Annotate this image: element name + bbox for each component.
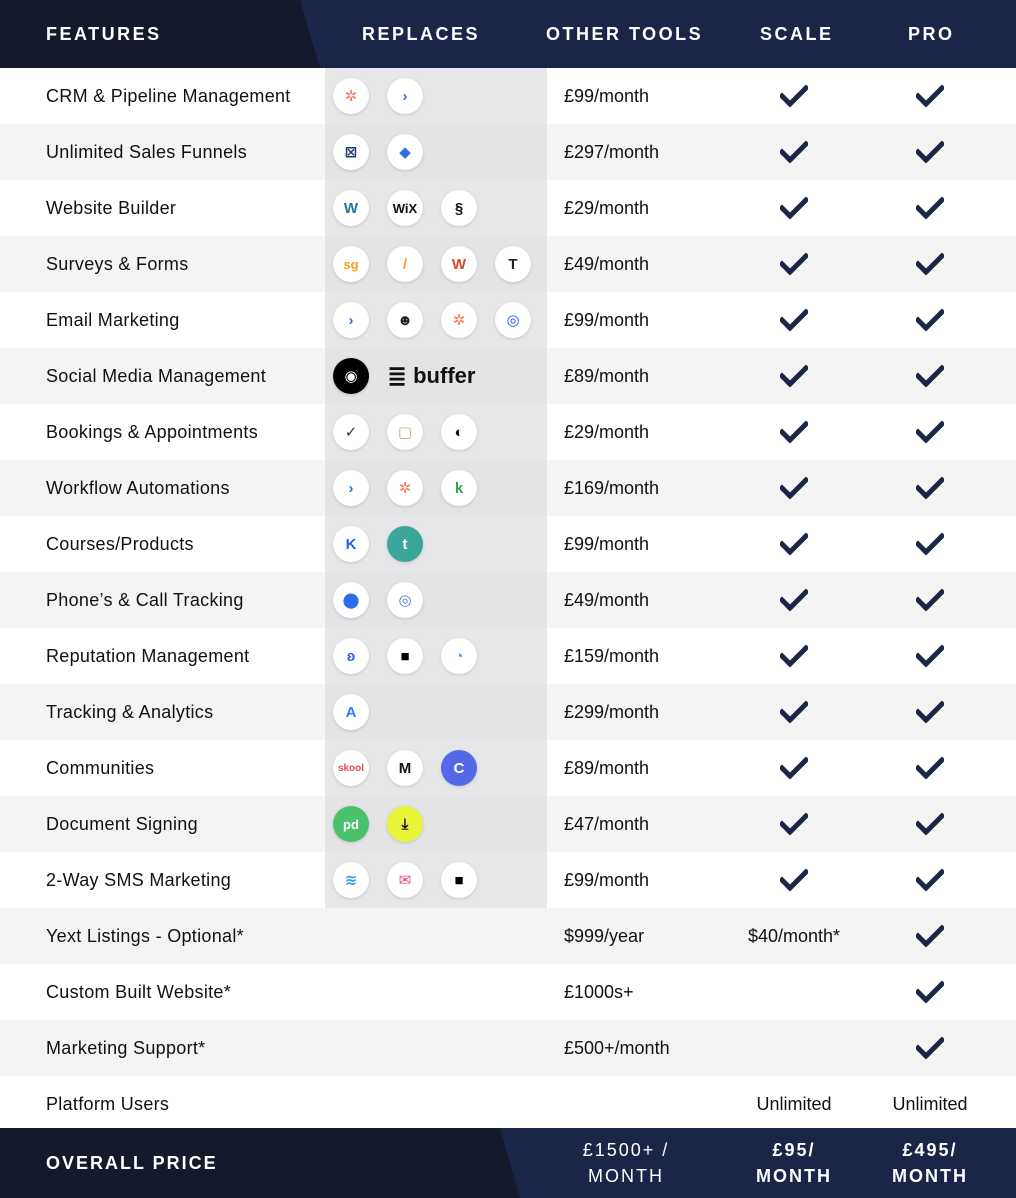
pro-cell: [862, 684, 998, 740]
other-tools-price: £99/month: [564, 85, 650, 106]
scale-cell: [724, 404, 864, 460]
scale-cell: [724, 180, 864, 236]
scale-cell: [724, 1020, 864, 1076]
checkmark-icon: [780, 757, 808, 779]
checkmark-icon: [916, 365, 944, 387]
table-row: [0, 460, 1016, 516]
checkmark-icon: [916, 981, 944, 1003]
constant-contact-logo-icon: ◎: [495, 302, 531, 338]
skool-logo-icon: skool: [333, 750, 369, 786]
replaced-tools-logos: [333, 572, 423, 628]
other-tools-price: £89/month: [564, 757, 650, 778]
surveygizmo-logo-icon: sg: [333, 246, 369, 282]
scale-cell: Unlimited: [756, 1093, 832, 1114]
pro-cell: [862, 292, 998, 348]
feature-name: Bookings & Appointments: [46, 421, 259, 442]
replaced-tools-logos: [333, 404, 477, 460]
scale-cell: [724, 572, 864, 628]
typeform-logo-icon: T: [495, 246, 531, 282]
pro-cell: [862, 796, 998, 852]
features-column-header: FEATURES: [46, 23, 162, 44]
textedly-logo-icon: ✉: [387, 862, 423, 898]
table-row: [0, 1020, 1016, 1076]
feature-name: Workflow Automations: [46, 477, 230, 498]
checkmark-icon: [780, 533, 808, 555]
checkmark-icon: [916, 477, 944, 499]
checkmark-icon: [780, 365, 808, 387]
checkmark-icon: [916, 589, 944, 611]
buffer-wordmark: buffer: [413, 363, 476, 388]
scale-cell: [724, 852, 864, 908]
table-row: [0, 180, 1016, 236]
pro-price-period: MONTH: [892, 1166, 968, 1186]
replaces-column-header: REPLACES: [362, 23, 481, 44]
table-row: [0, 852, 1016, 908]
other-tools-price: £49/month: [564, 589, 650, 610]
replaced-tools-logos: [333, 180, 477, 236]
scale-cell: [724, 964, 864, 1020]
checkmark-icon: [916, 197, 944, 219]
pro-price-amount: £495/: [902, 1140, 958, 1160]
gradeus-logo-icon: ◔: [441, 638, 477, 674]
leadpages-logo-icon: ◆: [387, 134, 423, 170]
table-row: [0, 964, 1016, 1020]
replaced-tools-logos: [333, 684, 369, 740]
table-footer: [0, 1128, 1016, 1198]
pro-cell: [862, 236, 998, 292]
replaced-tools-logos: [333, 236, 531, 292]
acuity-logo-icon: ◐: [441, 414, 477, 450]
table-row: [0, 572, 1016, 628]
pro-cell: [862, 404, 998, 460]
checkmark-icon: [916, 253, 944, 275]
table-row: [0, 516, 1016, 572]
feature-name: Phone’s & Call Tracking: [46, 589, 244, 610]
replaced-tools-logos: [333, 348, 475, 404]
table-row: [0, 908, 1016, 964]
checkmark-icon: [916, 869, 944, 891]
scale-cell: [724, 348, 864, 404]
pro-cell: [862, 460, 998, 516]
pro-cell: [862, 908, 998, 964]
circle-logo-icon: C: [441, 750, 477, 786]
table-row: [0, 796, 1016, 852]
scale-price-amount: £95/: [772, 1140, 816, 1160]
hubspot-logo-icon: ✲: [387, 470, 423, 506]
table-row: [0, 236, 1016, 292]
scale-column-header: SCALE: [760, 23, 834, 44]
other-tools-price: $999/year: [564, 925, 645, 946]
pandadoc-logo-icon: pd: [333, 806, 369, 842]
scale-cell: $40/month*: [747, 925, 841, 946]
pro-total-price: [864, 1128, 996, 1198]
other-tools-price: £297/month: [564, 141, 660, 162]
overall-price-label: [46, 1128, 218, 1198]
table-row: [0, 684, 1016, 740]
podium-logo-icon: ■: [387, 638, 423, 674]
checkmark-icon: [780, 477, 808, 499]
jotform-logo-icon: /: [387, 246, 423, 282]
pro-cell: [862, 1020, 998, 1076]
feature-name: CRM & Pipeline Management: [46, 85, 291, 106]
checkmark-icon: [916, 85, 944, 107]
checkmark-icon: [780, 813, 808, 835]
pro-cell: [862, 180, 998, 236]
scale-cell: [724, 740, 864, 796]
pro-cell: [862, 572, 998, 628]
other-tools-price: £159/month: [564, 645, 660, 666]
pro-cell: [862, 516, 998, 572]
kajabi-logo-icon: K: [333, 526, 369, 562]
checkmark-icon: [780, 589, 808, 611]
pro-cell: Unlimited: [892, 1093, 968, 1114]
checkmark-icon: [780, 197, 808, 219]
other-tools-price: £99/month: [564, 869, 650, 890]
replaced-tools-logos: [333, 852, 477, 908]
table-row: [0, 404, 1016, 460]
replaced-tools-logos: [333, 516, 423, 572]
clickfunnels-logo-icon: ⊠: [333, 134, 369, 170]
wix-logo-icon: WiX: [387, 190, 423, 226]
feature-name: Custom Built Website*: [46, 981, 232, 1002]
scale-cell: [724, 124, 864, 180]
checkmark-icon: [780, 701, 808, 723]
feature-name: Reputation Management: [46, 645, 250, 666]
birdeye-logo-icon: ʚ: [333, 638, 369, 674]
pro-column-header: PRO: [908, 23, 955, 44]
feature-name: Website Builder: [46, 197, 177, 218]
other-tools-total-price: [560, 1128, 692, 1198]
feature-name: Marketing Support*: [46, 1037, 206, 1058]
checkmark-icon: [780, 309, 808, 331]
table-row: [0, 68, 1016, 124]
feature-name: Social Media Management: [46, 365, 267, 386]
other-tools-price: £47/month: [564, 813, 650, 834]
table-row: [0, 740, 1016, 796]
feature-name: Platform Users: [46, 1093, 170, 1114]
scale-cell: [724, 628, 864, 684]
mighty-networks-logo-icon: M: [387, 750, 423, 786]
scale-cell: [724, 460, 864, 516]
checkmark-icon: [916, 141, 944, 163]
replaced-tools-logos: [333, 796, 423, 852]
feature-name: Tracking & Analytics: [46, 701, 214, 722]
checkmark-icon: [780, 421, 808, 443]
scale-total-price: [728, 1128, 860, 1198]
other-tools-price: £169/month: [564, 477, 660, 498]
overall-price-label-text: OVERALL PRICE: [46, 1153, 218, 1173]
buffer-logo-icon: ≣ buffer: [387, 362, 476, 390]
calendar-logo-icon: ▢: [387, 414, 423, 450]
scale-cell: [724, 684, 864, 740]
other-tools-price: £29/month: [564, 421, 650, 442]
scale-cell: [724, 68, 864, 124]
pro-cell: [862, 628, 998, 684]
table-row: [0, 1076, 1016, 1132]
checkmark-icon: [916, 421, 944, 443]
other-tools-price: £500+/month: [564, 1037, 670, 1058]
pro-cell: [862, 852, 998, 908]
feature-name: Document Signing: [46, 813, 198, 834]
scale-cell: [724, 292, 864, 348]
wufoo-logo-icon: W: [441, 246, 477, 282]
checkmark-icon: [916, 925, 944, 947]
table-row: [0, 628, 1016, 684]
other-tools-price: £89/month: [564, 365, 650, 386]
simpletexting-logo-icon: ≋: [333, 862, 369, 898]
other-tools-price: £99/month: [564, 309, 650, 330]
checkmark-icon: [780, 869, 808, 891]
checkmark-icon: [916, 1037, 944, 1059]
feature-name: Surveys & Forms: [46, 253, 189, 274]
checkmark-icon: [916, 757, 944, 779]
feature-name: Email Marketing: [46, 309, 180, 330]
other-tools-price: £49/month: [564, 253, 650, 274]
replaced-tools-logos: [333, 292, 531, 348]
mailchimp-logo-icon: ☻: [387, 302, 423, 338]
hootsuite-logo-icon: ◉: [333, 358, 369, 394]
checkmark-icon: [780, 85, 808, 107]
checkmark-icon: [780, 141, 808, 163]
calendly-logo-icon: ✓: [333, 414, 369, 450]
other-tools-price: £99/month: [564, 533, 650, 554]
feature-name: Courses/Products: [46, 533, 194, 554]
teachable-logo-icon: t: [387, 526, 423, 562]
scale-price-period: MONTH: [756, 1166, 832, 1186]
checkmark-icon: [780, 253, 808, 275]
pro-cell: [862, 348, 998, 404]
replaced-tools-logos: [333, 628, 477, 684]
hubspot-logo-icon: ✲: [441, 302, 477, 338]
checkmark-icon: [916, 533, 944, 555]
checkmark-icon: [780, 645, 808, 667]
other-tools-price: £1000s+: [564, 981, 634, 1002]
pro-cell: [862, 964, 998, 1020]
pro-cell: [862, 740, 998, 796]
scale-cell: [724, 516, 864, 572]
checkmark-icon: [916, 309, 944, 331]
checkmark-icon: [916, 645, 944, 667]
replaced-tools-logos: [333, 460, 477, 516]
activecampaign-logo-icon: ›: [333, 470, 369, 506]
pro-cell: [862, 124, 998, 180]
table-row: [0, 292, 1016, 348]
other-tools-price-amount: £1500+ /: [582, 1140, 670, 1160]
comparison-table-body: [0, 68, 1016, 1132]
replaced-tools-logos: [333, 124, 423, 180]
keap-logo-icon: k: [441, 470, 477, 506]
table-header: [0, 0, 1016, 68]
replaced-tools-logos: [333, 68, 423, 124]
other-tools-column-header: OTHER TOOLS: [546, 23, 704, 44]
callrail-logo-icon: ⬤: [333, 582, 369, 618]
activecampaign-logo-icon: ›: [387, 78, 423, 114]
squarespace-logo-icon: §: [441, 190, 477, 226]
google-analytics-logo-icon: A: [333, 694, 369, 730]
checkmark-icon: [916, 701, 944, 723]
docusign-download-logo-icon: ⤓: [387, 806, 423, 842]
activecampaign-logo-icon: ›: [333, 302, 369, 338]
replaced-tools-logos: [333, 740, 477, 796]
pro-cell: [862, 68, 998, 124]
scale-cell: [724, 796, 864, 852]
hubspot-logo-icon: ✲: [333, 78, 369, 114]
callscaler-logo-icon: ◎: [387, 582, 423, 618]
podium-logo-icon: ■: [441, 862, 477, 898]
table-row: [0, 348, 1016, 404]
checkmark-icon: [916, 813, 944, 835]
other-tools-price: £299/month: [564, 701, 660, 722]
feature-name: 2-Way SMS Marketing: [46, 869, 232, 890]
other-tools-price-period: MONTH: [588, 1166, 664, 1186]
feature-name: Unlimited Sales Funnels: [46, 141, 247, 162]
wordpress-logo-icon: W: [333, 190, 369, 226]
scale-cell: [724, 236, 864, 292]
feature-name: Communities: [46, 757, 155, 778]
table-row: [0, 124, 1016, 180]
feature-name: Yext Listings - Optional*: [46, 925, 244, 946]
other-tools-price: £29/month: [564, 197, 650, 218]
